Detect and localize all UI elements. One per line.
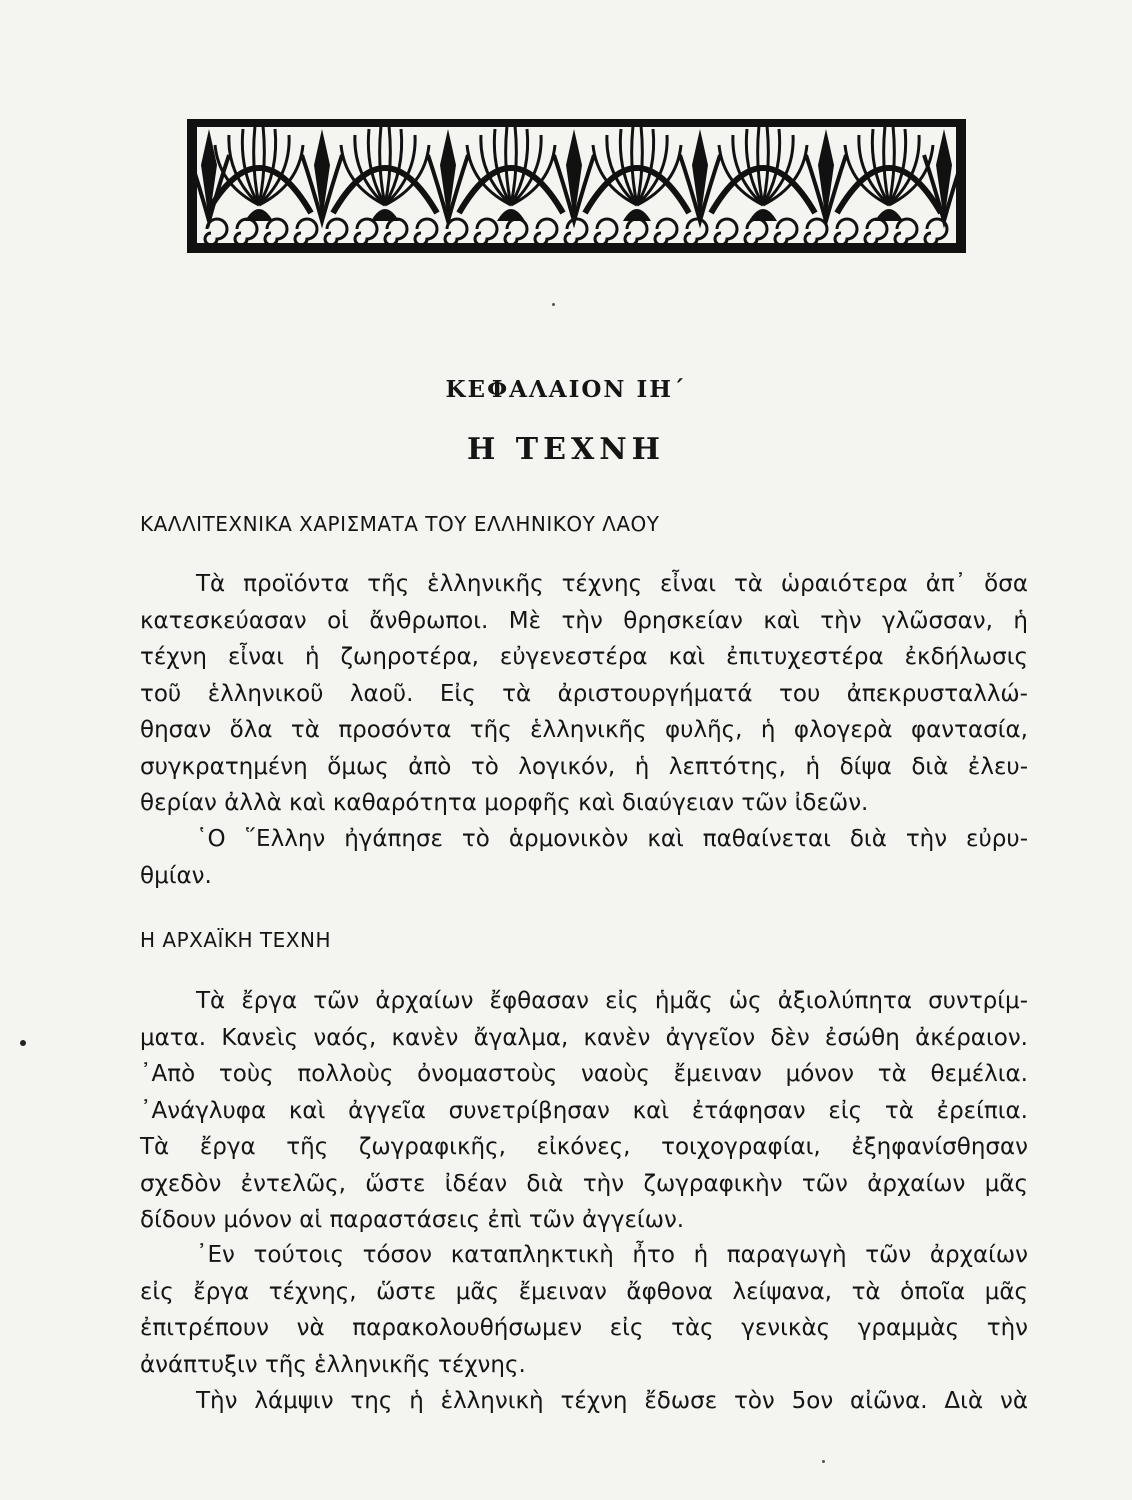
paragraph [140, 983, 1028, 1239]
text-line: τοῦ ἑλληνικοῦ λαοῦ. Εἰς τὰ ἀριστουργήματά του ἀπεκρυσταλλώ- [140, 680, 1028, 707]
chapter-label: ΚΕΦΑΛΑΙΟΝ ΙΗ΄ [445, 376, 687, 403]
text-line: ᾽Ανάγλυφα καὶ ἀγγεῖα συνετρίβησαν καὶ ἐτάφησαν εἰς τὰ ἐρείπια. [140, 1097, 1028, 1124]
text-line: συγκρατημένη ὅμως ἀπὸ τὸ λογικόν, ἡ λεπτότης, ἡ δίψα διὰ ἐλευ- [140, 753, 1028, 780]
paragraph [140, 821, 1028, 894]
text-line: θμίαν. [140, 862, 212, 889]
section-heading-archaic: Η ΑΡΧΑΪΚΗ ΤΕΧΝΗ [140, 928, 331, 952]
text-line: ᾽Απὸ τοὺς πολλοὺς ὀνομαστοὺς ναοὺς ἔμειναν μόνον τὰ θεμέλια. [140, 1061, 1028, 1087]
paragraph [140, 566, 1028, 822]
paragraph [140, 1383, 1028, 1420]
palmette-frieze-ornament [185, 117, 968, 255]
text-line: Τὰ ἔργα τῆς ζωγραφικῆς, εἰκόνες, τοιχογραφίαι, ἐξηφανίσθησαν [140, 1134, 1028, 1160]
chapter-title: Η ΤΕΧΝΗ [466, 432, 666, 467]
margin-mark [20, 1040, 26, 1046]
text-line: θησαν ὅλα τὰ προσόντα τῆς ἑλληνικῆς φυλῆς, ἡ φλογερὰ φαντασία, [140, 717, 1028, 743]
paragraph [140, 1237, 1028, 1383]
text-line: σχεδὸν ἐντελῶς, ὥστε ἰδέαν διὰ τὴν ζωγραφικὴν τῶν ἀρχαίων μᾶς [140, 1170, 1028, 1197]
text-line: Τὰ προϊόντα τῆς ἑλληνικῆς τέχνης εἶναι τὰ ὡραιότερα ἀπ᾽ ὅσα [196, 571, 1028, 597]
text-line: Τὴν λάμψιν της ἡ ἑλληνικὴ τέχνη ἔδωσε τὸν 5ον αἰῶνα. Διὰ νὰ [196, 1388, 1028, 1414]
text-line: εἰς ἔργα τέχνης, ὥστε μᾶς ἔμειναν ἄφθονα λείψανα, τὰ ὁποῖα μᾶς [140, 1278, 1028, 1305]
text-line: ἀνάπτυξιν τῆς ἑλληνικῆς τέχνης. [140, 1351, 526, 1378]
text-line: ᾽Εν τούτοις τόσον καταπληκτικὴ ἦτο ἡ παραγωγὴ τῶν ἀρχαίων [196, 1242, 1028, 1268]
text-line: δίδουν μόνον αἱ παραστάσεις ἐπὶ τῶν ἀγγείων. [140, 1207, 685, 1233]
section-heading-gifts: ΚΑΛΛΙΤΕΧΝΙΚΑ ΧΑΡΙΣΜΑΤΑ ΤΟΥ ΕΛΛΗΝΙΚΟΥ ΛΑΟΥ [140, 512, 660, 536]
text-line: ἐπιτρέπουν νὰ παρακολουθήσωμεν εἰς τὰς γενικὰς γραμμὰς τὴν [140, 1315, 1028, 1341]
speck [552, 303, 555, 306]
speck [822, 1460, 825, 1463]
text-line: ῾Ο ῞Ελλην ἠγάπησε τὸ ἁρμονικὸν καὶ παθαίνεται διὰ τὴν εὐρυ- [196, 826, 1028, 852]
text-line: θερίαν ἀλλὰ καὶ καθαρότητα μορφῆς καὶ διαύγειαν τῶν ἰδεῶν. [140, 790, 869, 816]
text-line: Τὰ ἔργα τῶν ἀρχαίων ἔφθασαν εἰς ἡμᾶς ὡς ἀξιολύπητα συντρίμ- [196, 988, 1028, 1014]
text-line: ματα. Κανεὶς ναός, κανὲν ἄγαλμα, κανὲν ἀγγεῖον δὲν ἐσώθη ἀκέραιον. [140, 1024, 1028, 1051]
text-line: κατεσκεύασαν οἱ ἄνθρωποι. Μὲ τὴν θρησκείαν καὶ τὴν γλῶσσαν, ἡ [140, 607, 1028, 634]
text-line: τέχνη εἶναι ἡ ζωηροτέρα, εὐγενεστέρα καὶ ἐπιτυχεστέρα ἐκδήλωσις [140, 644, 1028, 670]
